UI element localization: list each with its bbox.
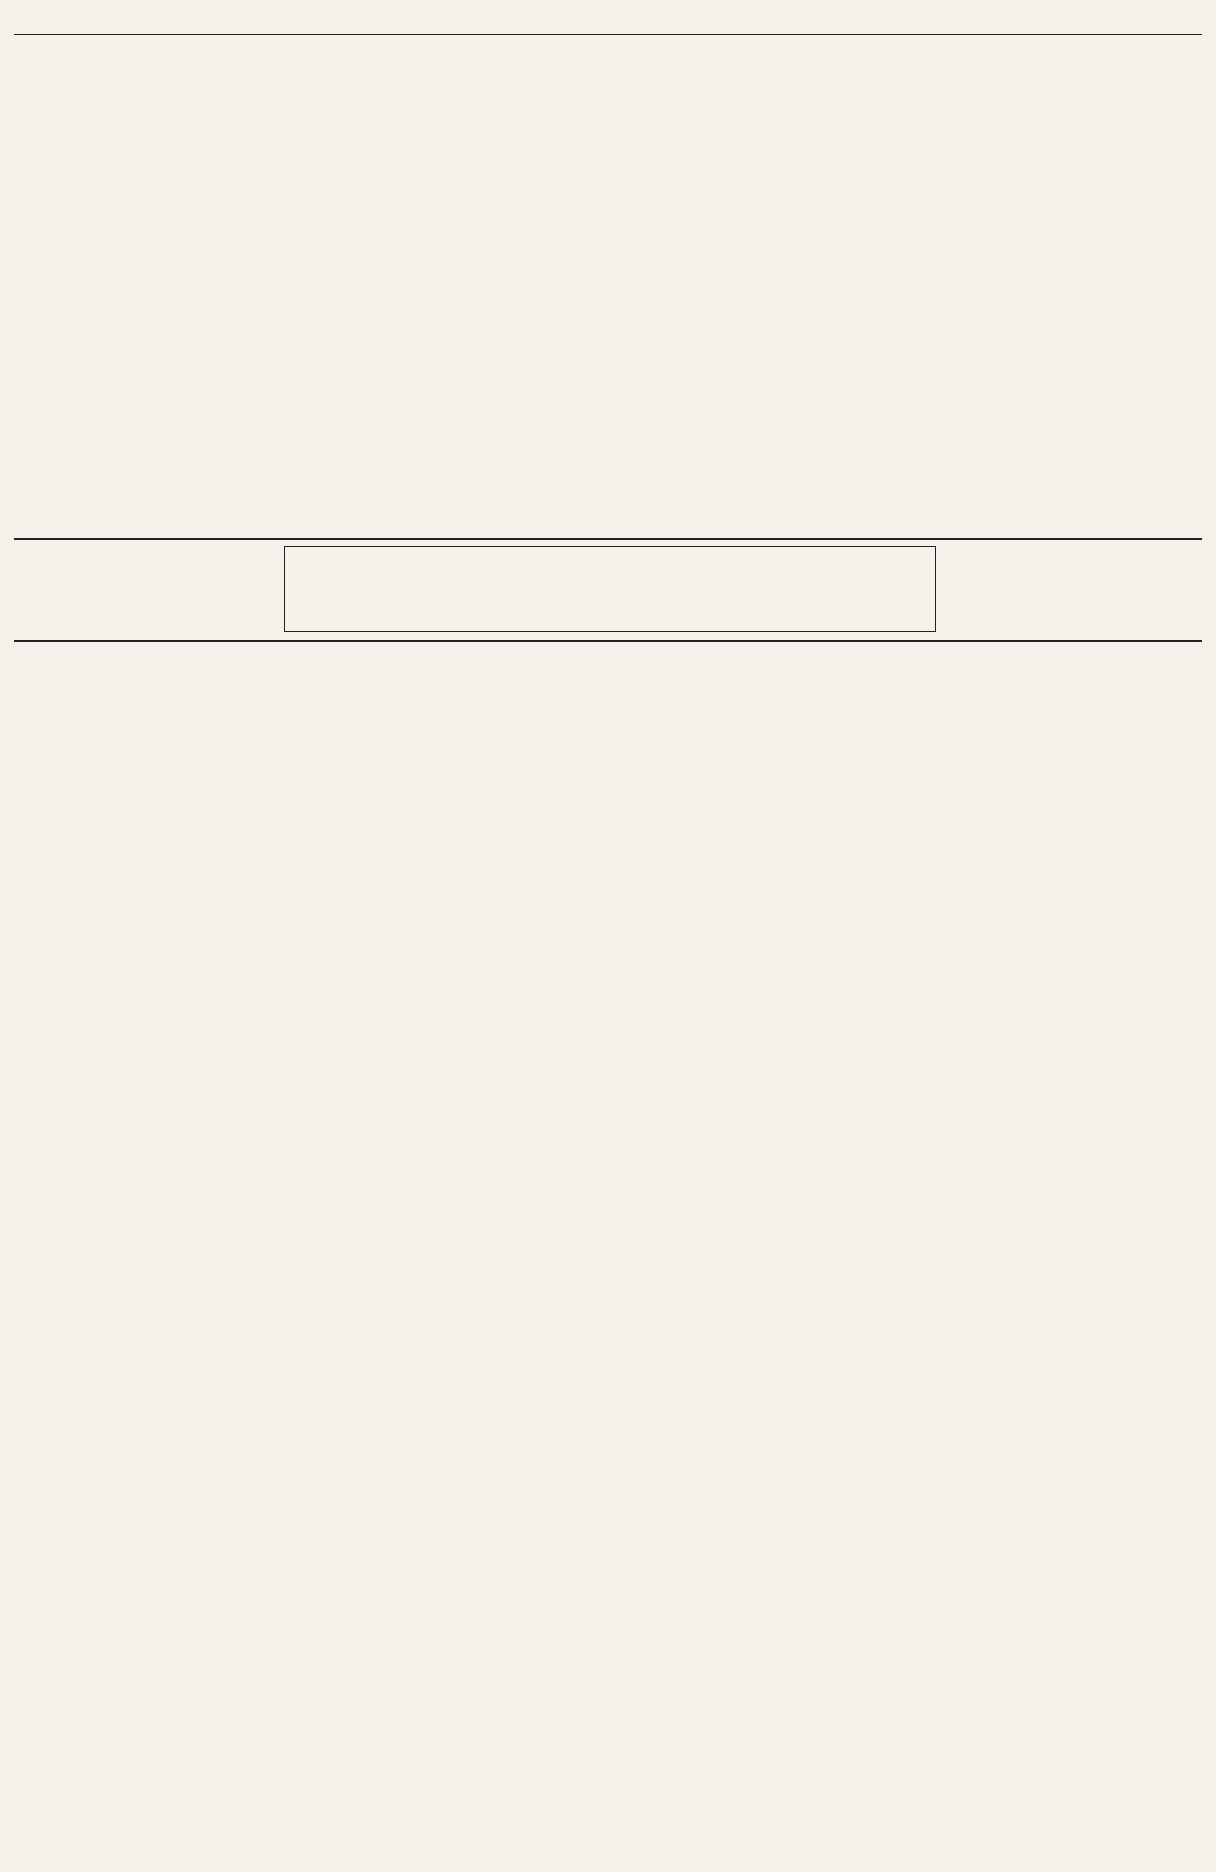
classified-columns [14, 38, 1202, 528]
masthead [14, 8, 1202, 35]
banner-frame [284, 546, 936, 632]
service-directory [14, 648, 1202, 1864]
newspaper-page [14, 8, 1202, 1864]
directory-banner [14, 538, 1202, 642]
